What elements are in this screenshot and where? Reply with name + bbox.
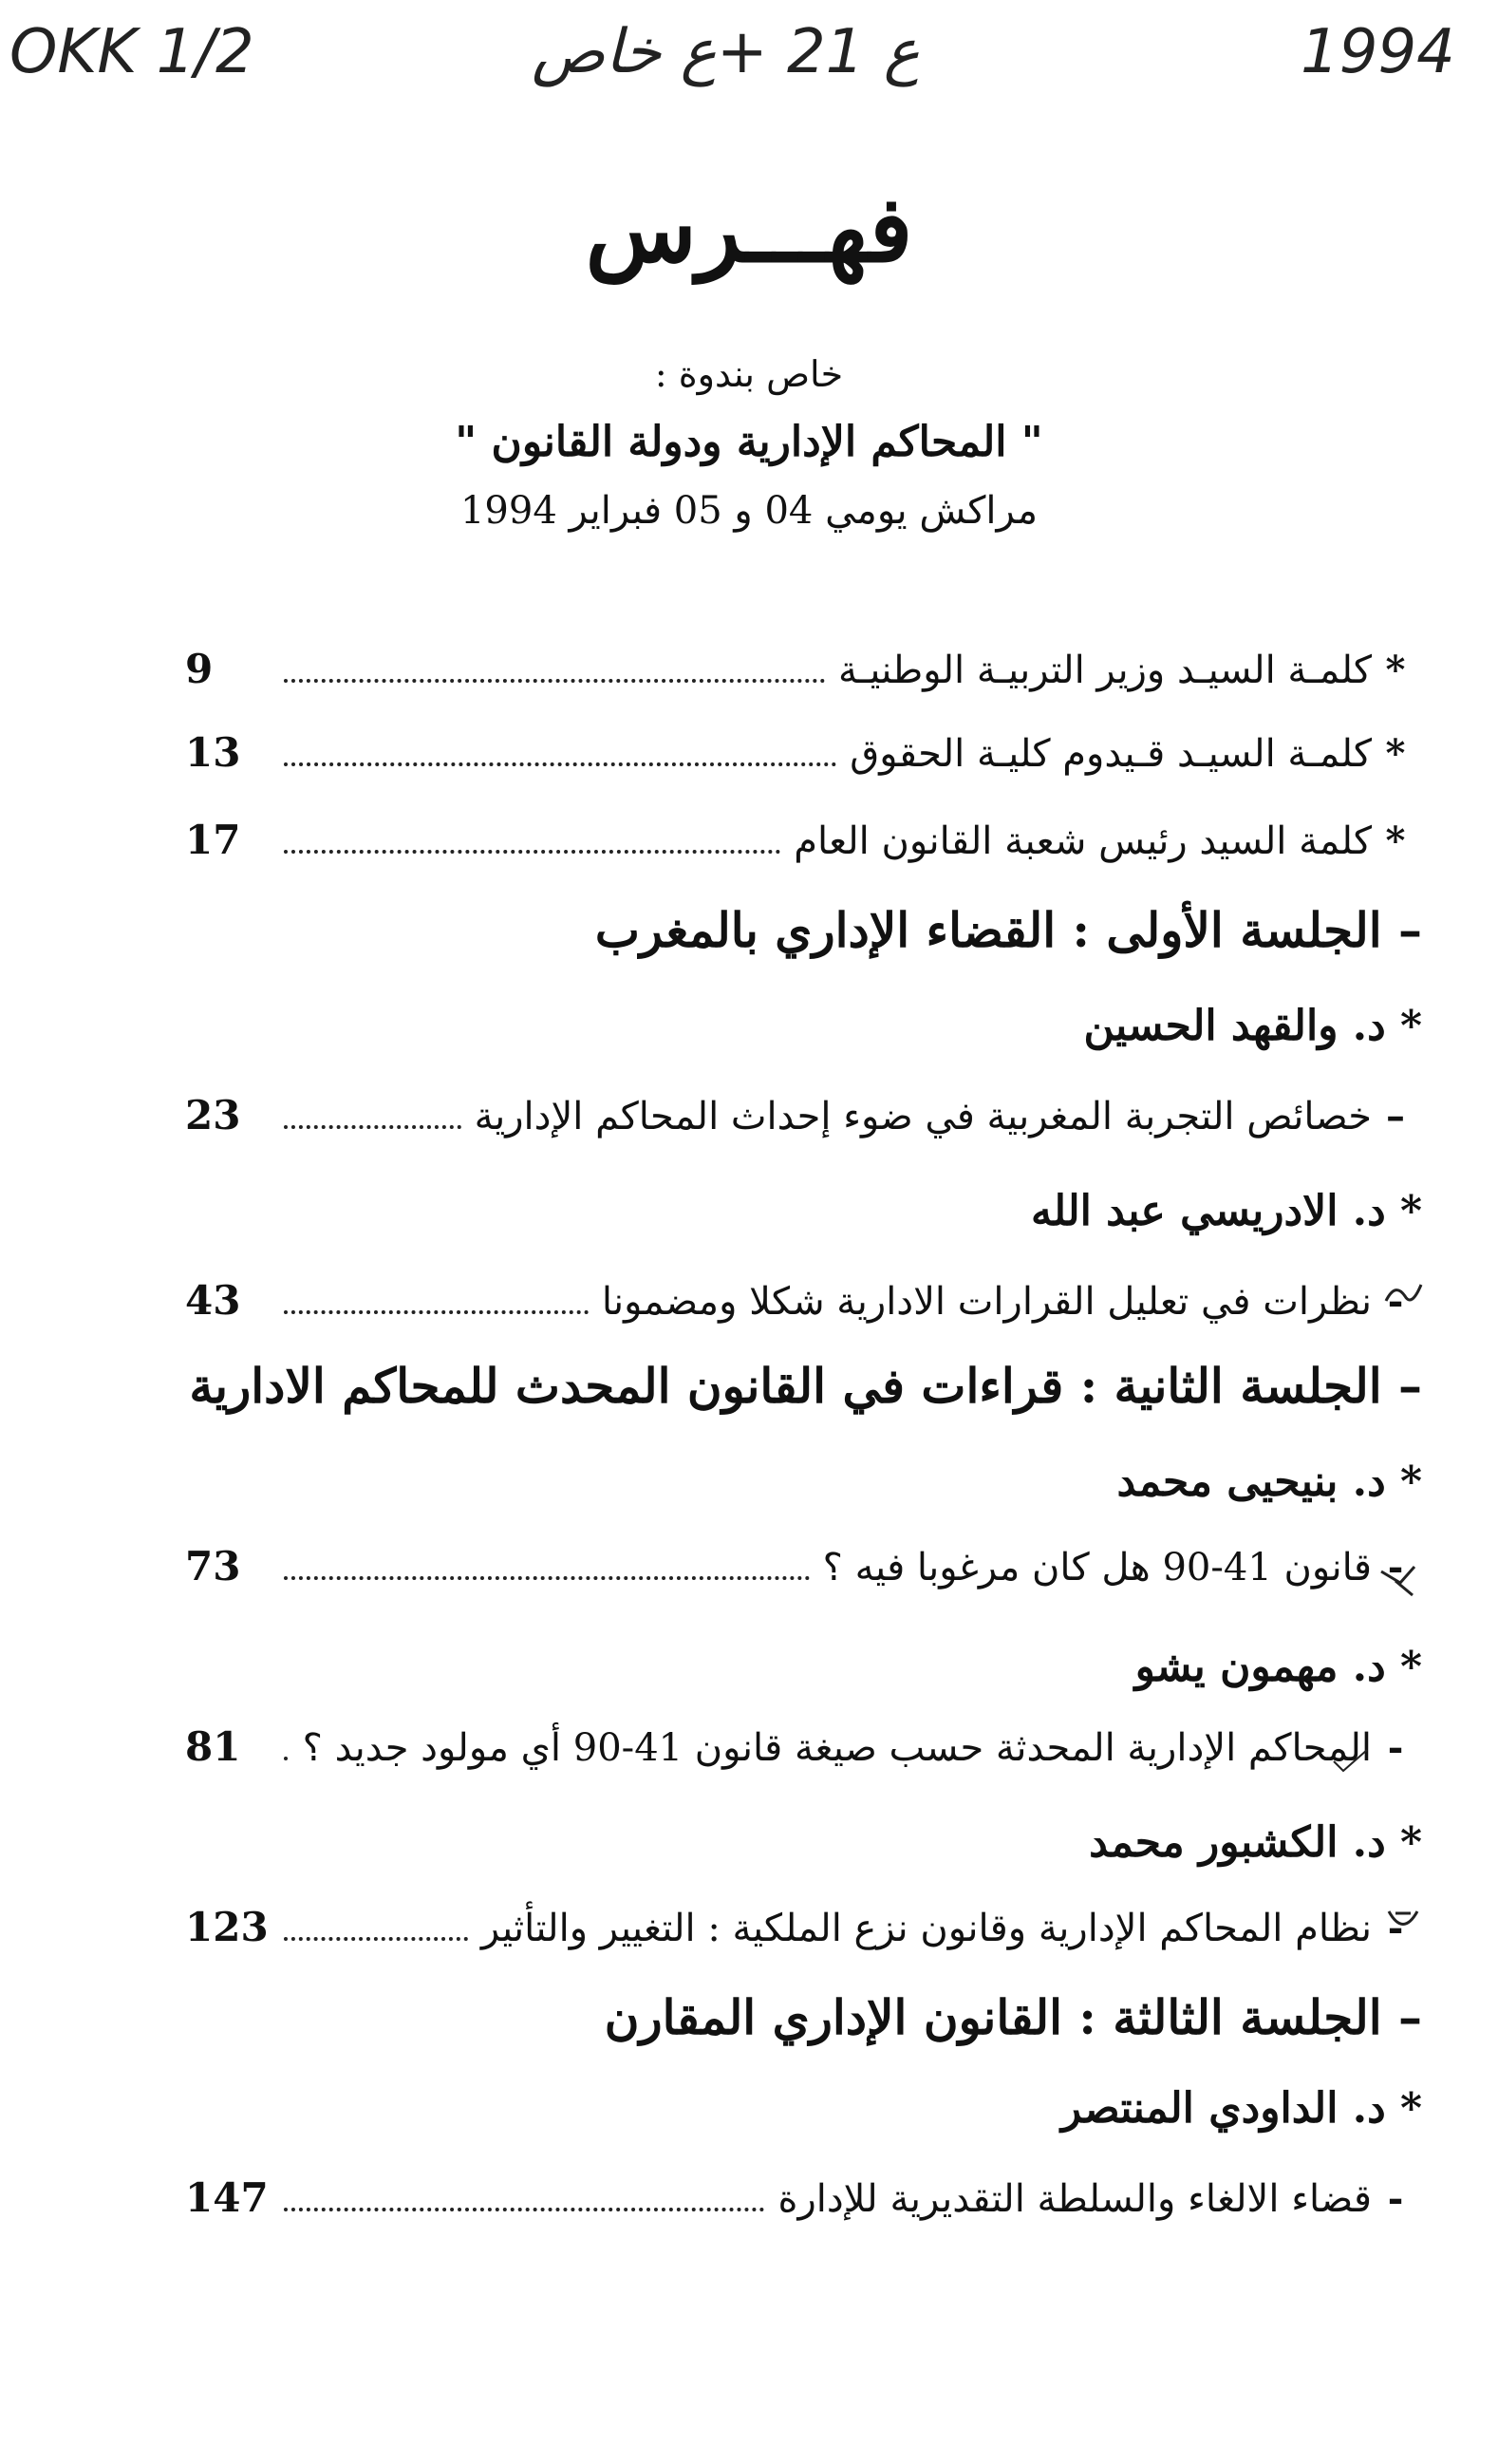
dot-leader — [284, 849, 780, 854]
dot-leader — [284, 1936, 468, 1941]
toc-entry — [185, 817, 1419, 863]
entry-bullet: - — [1387, 1725, 1404, 1770]
entry-text: كلمـة السيـد وزير التربيـة الوطنيـة — [838, 649, 1372, 692]
dot-leader — [284, 1575, 810, 1580]
author-name: * د. الداودي المنتصر — [1060, 2084, 1422, 2133]
toc-entry — [185, 1904, 1419, 1950]
page-number: 147 — [185, 2174, 269, 2221]
entry-bullet: * — [1385, 731, 1406, 776]
toc-entry — [185, 646, 1419, 692]
handwritten-note-left: OKK 1/2 — [9, 17, 254, 87]
author-name: * د. الكشبور محمد — [1089, 1818, 1422, 1867]
handwritten-check-icon — [1384, 1904, 1422, 1942]
page-number: 123 — [185, 1904, 269, 1950]
page-number: 13 — [185, 729, 241, 776]
handwritten-note-middle: ع 21 +ع خاص — [532, 17, 920, 87]
entry-text: كلمة السيد رئيس شعبة القانون العام — [794, 819, 1372, 863]
page-title: فهـــرس — [585, 176, 913, 283]
handwritten-check-icon — [1376, 1562, 1419, 1600]
page-number: 43 — [185, 1277, 241, 1324]
dot-leader — [284, 1124, 461, 1129]
subtitle-line-1: خاص بندوة : — [654, 353, 844, 395]
toc-entry — [185, 1277, 1419, 1324]
page-number: 9 — [185, 646, 214, 692]
entry-text: كلمـة السيـد قـيدوم كليـة الحقوق — [850, 732, 1372, 776]
author-name: * د. والقهد الحسين — [1083, 1002, 1422, 1050]
page-number: 17 — [185, 817, 241, 863]
dot-leader — [284, 1309, 589, 1314]
session-heading: – الجلسة الثانية : قراءات في القانون المحدث للمحاكم الادارية — [189, 1358, 1422, 1414]
subtitle-line-3: مراكش يومي 04 و 05 فبراير 1994 — [459, 489, 1038, 533]
toc-entry — [185, 1543, 1419, 1589]
entry-text: قانون 41-90 هل كان مرغوبا فيه ؟ — [822, 1546, 1372, 1589]
entry-bullet: - — [1387, 1279, 1404, 1324]
dot-leader — [284, 2207, 764, 2211]
entry-text: المحاكم الإدارية المحدثة حسب صيغة قانون 41-90 أي مولود جديد ؟ — [302, 1726, 1372, 1770]
entry-text: قضاء الالغاء والسلطة التقديرية للإدارة — [777, 2177, 1372, 2221]
page-number: 73 — [185, 1543, 241, 1589]
page-number: 81 — [185, 1723, 241, 1770]
session-heading: – الجلسة الثالثة : القانون الإداري المقارن — [604, 1989, 1422, 2045]
dot-leader — [284, 1756, 290, 1760]
author-name: * د. الادريسي عبد الله — [1031, 1187, 1422, 1235]
entry-text: نظام المحاكم الإدارية وقانون نزع الملكية : التغيير والتأثير — [480, 1907, 1372, 1950]
page-number: 23 — [185, 1092, 241, 1138]
handwritten-check-icon — [1329, 1742, 1372, 1780]
entry-bullet: - — [1387, 2176, 1404, 2221]
entry-bullet: * — [1385, 648, 1406, 692]
entry-bullet: * — [1385, 818, 1406, 863]
entry-bullet: - — [1387, 1545, 1404, 1589]
entry-text: نظرات في تعليل القرارات الادارية شكلا ومضمونا — [601, 1280, 1372, 1324]
toc-entry — [185, 1092, 1419, 1138]
toc-entry — [185, 2174, 1419, 2221]
handwritten-check-icon — [1381, 1277, 1424, 1315]
entry-bullet: – — [1386, 1094, 1405, 1138]
toc-entry — [185, 1723, 1419, 1770]
toc-entry — [185, 729, 1419, 776]
entry-text: خصائص التجربة المغربية في ضوء إحداث المحاكم الإدارية — [474, 1095, 1372, 1138]
session-heading: – الجلسة الأولى : القضاء الإداري بالمغرب — [594, 902, 1422, 958]
subtitle-line-2: " المحاكم الإدارية ودولة القانون " — [455, 418, 1043, 466]
author-name: * د. مهمون يشو — [1134, 1643, 1422, 1691]
handwritten-year: 1994 — [1301, 17, 1455, 87]
author-name: * د. بنيحيى محمد — [1116, 1458, 1422, 1506]
dot-leader — [284, 762, 836, 766]
dot-leader — [284, 678, 825, 683]
entry-bullet: - — [1387, 1906, 1404, 1950]
